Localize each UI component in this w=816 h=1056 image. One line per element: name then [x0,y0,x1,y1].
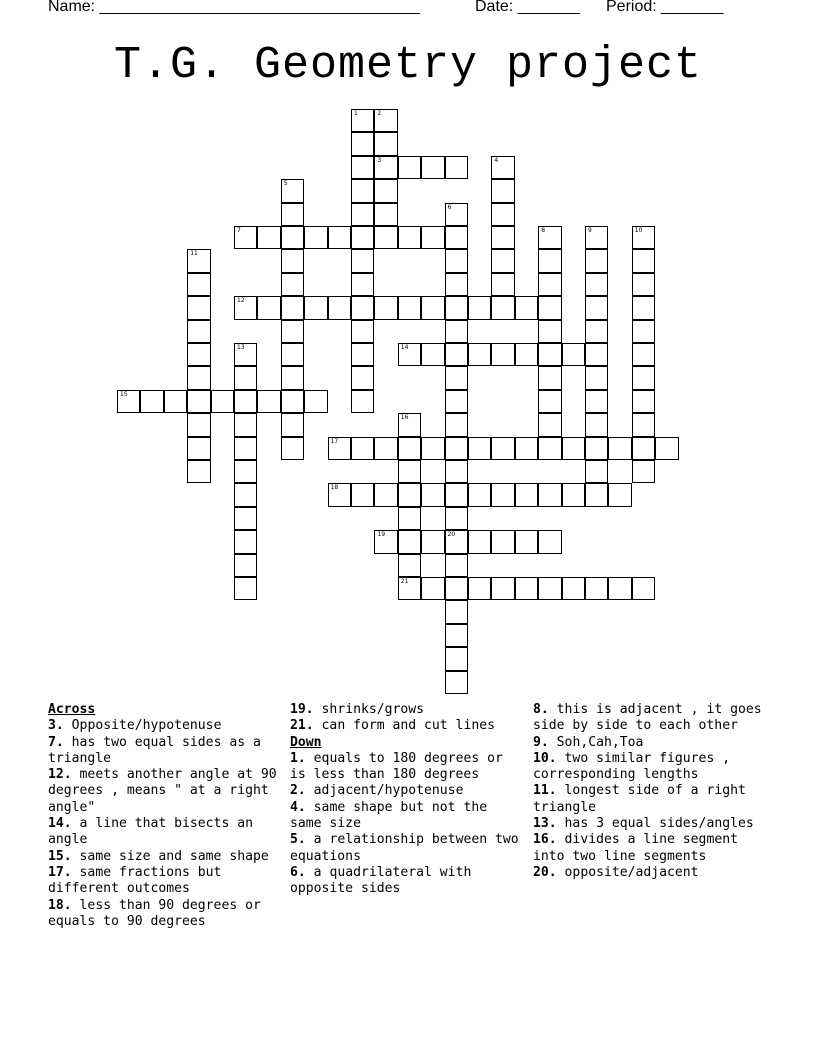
crossword-cell[interactable] [491,203,514,226]
crossword-cell[interactable] [351,273,374,296]
cell-number: 10 [634,227,643,234]
crossword-cell[interactable] [632,413,655,436]
crossword-cell[interactable] [445,343,468,366]
cell-number: 7 [237,227,241,234]
crossword-cell[interactable] [632,249,655,272]
crossword-cell[interactable] [515,296,538,319]
crossword-cell[interactable] [491,156,514,179]
crossword-cell[interactable] [421,156,444,179]
crossword-cell[interactable] [117,390,140,413]
cell-number: 21 [400,578,409,585]
crossword-cell[interactable] [585,273,608,296]
crossword-cell[interactable] [491,437,514,460]
clue-down-8: 8. this is adjacent , it goes side by side to each other [533,702,762,734]
crossword-cell[interactable] [468,483,491,506]
crossword-cell[interactable] [632,343,655,366]
clues-column-3 [533,702,773,881]
crossword-cell[interactable] [187,437,210,460]
crossword-cell[interactable] [398,554,421,577]
crossword-cell[interactable] [608,577,631,600]
clue-across-3: 3. Opposite/hypotenuse [48,718,222,734]
crossword-cell[interactable] [445,226,468,249]
crossword-cell[interactable] [328,296,351,319]
clues-column-2 [290,702,526,898]
clue-down-4: 4. same shape but not the same size [290,799,488,832]
crossword-cell[interactable] [257,390,280,413]
crossword-cell[interactable] [445,600,468,623]
crossword-cell[interactable] [538,577,561,600]
cell-number: 11 [190,250,198,258]
crossword-cell[interactable] [351,179,374,202]
crossword-cell[interactable] [187,366,210,389]
crossword-cell[interactable] [374,203,397,226]
crossword-cell[interactable] [445,554,468,577]
crossword-cell[interactable] [585,577,608,600]
crossword-cell[interactable] [374,132,397,155]
clue-down-16: 16. divides a line segment into two line segments [533,832,738,864]
crossword-cell[interactable] [281,366,304,389]
crossword-cell[interactable] [468,577,491,600]
crossword-cell[interactable] [398,507,421,530]
crossword-cell[interactable] [515,530,538,553]
clue-down-13: 13. has 3 equal sides/angles [533,816,754,832]
crossword-cell[interactable] [515,577,538,600]
crossword-cell[interactable] [445,390,468,413]
crossword-cell[interactable] [351,366,374,389]
crossword-cell[interactable] [608,483,631,506]
crossword-cell[interactable] [445,483,468,506]
crossword-cell[interactable] [538,226,561,249]
crossword-cell[interactable] [398,156,421,179]
cell-number: 14 [400,344,409,351]
crossword-cell[interactable] [445,203,468,226]
crossword-cell[interactable] [632,296,655,319]
crossword-cell[interactable] [374,109,397,132]
crossword-cell[interactable] [491,530,514,553]
crossword-cell[interactable] [374,483,397,506]
crossword-cell[interactable] [585,296,608,319]
crossword-cell[interactable] [445,249,468,272]
clue-across-12: 12. meets another angle at 90 degrees , means " at a right angle" [48,767,277,815]
crossword-cell[interactable] [374,179,397,202]
crossword-cell[interactable] [538,296,561,319]
crossword-cell[interactable] [328,226,351,249]
page-title: T.G. Geometry project [113,40,703,91]
cell-number: 17 [330,437,339,445]
crossword-cell[interactable] [187,390,210,413]
crossword-cell[interactable] [187,413,210,436]
crossword-cell[interactable] [281,343,304,366]
crossword-cell[interactable] [351,437,374,460]
crossword-cell[interactable] [445,413,468,436]
crossword-cell[interactable] [491,296,514,319]
crossword-cell[interactable] [351,296,374,319]
crossword-cell[interactable] [421,226,444,249]
clues-column-1 [48,702,284,930]
crossword-cell[interactable] [421,483,444,506]
across-heading: Across [48,702,96,717]
crossword-cell[interactable] [585,343,608,366]
down-heading: Down [290,734,322,750]
crossword-cell[interactable] [234,296,257,319]
crossword-cell[interactable] [445,296,468,319]
crossword-cell[interactable] [140,390,163,413]
date-field[interactable]: Date: _______ [475,0,580,15]
crossword-cell[interactable] [281,390,304,413]
crossword-cell[interactable] [585,226,608,249]
cell-number: 18 [330,484,339,492]
crossword-cell[interactable] [304,390,327,413]
crossword-cell[interactable] [351,249,374,272]
crossword-cell[interactable] [538,273,561,296]
crossword-cell[interactable] [281,413,304,436]
crossword-cell[interactable] [445,156,468,179]
crossword-cell[interactable] [234,343,257,366]
cell-number: 8 [541,227,546,234]
clue-across-14: 14. a line that bisects an angle [48,816,253,848]
crossword-cell[interactable] [281,320,304,343]
crossword-cell[interactable] [421,296,444,319]
crossword-cell[interactable] [234,507,257,530]
crossword-cell[interactable] [234,530,257,553]
clue-across-19: 19. shrinks/grows [290,702,425,717]
crossword-cell[interactable] [632,437,655,460]
crossword-cell[interactable] [655,437,678,460]
cell-number: 5 [283,180,288,188]
cell-number: 6 [447,203,452,211]
crossword-cell[interactable] [421,343,444,366]
crossword-cell[interactable] [445,577,468,600]
crossword-cell[interactable] [281,226,304,249]
crossword-cell[interactable] [281,203,304,226]
crossword-cell[interactable] [515,437,538,460]
crossword-cell[interactable] [538,413,561,436]
crossword-cell[interactable] [445,460,468,483]
crossword-cell[interactable] [585,437,608,460]
crossword-cell[interactable] [187,273,210,296]
crossword-cell[interactable] [257,296,280,319]
crossword-cell[interactable] [234,577,257,600]
clue-down-1: 1. equals to 180 degrees or is less than 180 degrees [290,750,503,783]
crossword-cell[interactable] [304,296,327,319]
crossword-cell[interactable] [632,460,655,483]
crossword-cell[interactable] [608,437,631,460]
crossword-cell[interactable] [351,320,374,343]
crossword-cell[interactable] [211,390,234,413]
crossword-cell[interactable] [398,437,421,460]
clue-across-18: 18. less than 90 degrees or equals to 90 degrees [48,897,261,929]
crossword-cell[interactable] [538,437,561,460]
crossword-cell[interactable] [468,343,491,366]
crossword-cell[interactable] [351,226,374,249]
crossword-cell[interactable] [632,366,655,389]
clue-down-5: 5. a relationship between two equations [290,832,519,864]
crossword-cell[interactable] [398,226,421,249]
crossword-cell[interactable] [304,226,327,249]
crossword-cell[interactable] [234,554,257,577]
crossword-cell[interactable] [398,343,421,366]
crossword-cell[interactable] [491,577,514,600]
cell-number: 20 [447,531,456,539]
crossword-cell[interactable] [351,109,374,132]
crossword-cell[interactable] [491,483,514,506]
crossword-cell[interactable] [374,530,397,553]
crossword-cell[interactable] [328,437,351,460]
crossword-cell[interactable] [234,226,257,249]
crossword-cell[interactable] [632,226,655,249]
crossword-cell[interactable] [257,226,280,249]
crossword-cell[interactable] [538,249,561,272]
crossword-cell[interactable] [234,460,257,483]
period-field[interactable]: Period: _______ [606,0,724,15]
clue-down-6: 6. a quadrilateral with opposite sides [290,864,472,897]
crossword-cell[interactable] [538,320,561,343]
cell-number: 3 [377,156,382,164]
crossword-cell[interactable] [562,577,585,600]
crossword-cell[interactable] [515,343,538,366]
crossword-cell[interactable] [585,249,608,272]
crossword-cell[interactable] [585,366,608,389]
crossword-cell[interactable] [562,437,585,460]
crossword-cell[interactable] [234,437,257,460]
crossword-cell[interactable] [187,460,210,483]
crossword-cell[interactable] [538,483,561,506]
crossword-cell[interactable] [445,320,468,343]
crossword-cell[interactable] [281,249,304,272]
crossword-cell[interactable] [351,203,374,226]
crossword-cell[interactable] [421,437,444,460]
crossword-cell[interactable] [421,530,444,553]
crossword-cell[interactable] [351,132,374,155]
cell-number: 9 [588,227,592,234]
clue-across-17: 17. same fractions but different outcomes [48,864,222,897]
crossword-cell[interactable] [445,671,468,694]
crossword-cell[interactable] [351,483,374,506]
crossword-cell[interactable] [632,577,655,600]
crossword-cell[interactable] [445,507,468,530]
crossword-cell[interactable] [585,460,608,483]
crossword-cell[interactable] [585,483,608,506]
crossword-cell[interactable] [491,179,514,202]
crossword-cell[interactable] [538,343,561,366]
crossword-cell[interactable] [351,390,374,413]
crossword-cell[interactable] [632,320,655,343]
crossword-cell[interactable] [187,249,210,272]
crossword-cell[interactable] [281,437,304,460]
crossword-cell[interactable] [374,156,397,179]
crossword-cell[interactable] [234,413,257,436]
clue-across-15: 15. same size and same shape [48,848,269,864]
crossword-cell[interactable] [398,530,421,553]
crossword-cell[interactable] [234,390,257,413]
crossword-cell[interactable] [234,366,257,389]
crossword-cell[interactable] [374,296,397,319]
crossword-cell[interactable] [398,483,421,506]
crossword-cell[interactable] [187,320,210,343]
crossword-cell[interactable] [374,437,397,460]
crossword-cell[interactable] [585,390,608,413]
crossword-cell[interactable] [632,273,655,296]
crossword-cell[interactable] [491,273,514,296]
crossword-cell[interactable] [187,296,210,319]
crossword-cell[interactable] [281,179,304,202]
cell-number: 12 [237,297,245,305]
crossword-cell[interactable] [538,530,561,553]
crossword-cell[interactable] [351,343,374,366]
crossword-cell[interactable] [468,296,491,319]
crossword-cell[interactable] [398,296,421,319]
crossword-cell[interactable] [632,390,655,413]
crossword-cell[interactable] [585,413,608,436]
crossword-cell[interactable] [234,483,257,506]
cell-number: 19 [377,531,386,539]
cell-number: 2 [377,110,382,117]
crossword-cell[interactable] [491,249,514,272]
crossword-cell[interactable] [187,343,210,366]
crossword-cell[interactable] [538,390,561,413]
crossword-cell[interactable] [491,226,514,249]
crossword-cell[interactable] [351,156,374,179]
crossword-cell[interactable] [562,343,585,366]
crossword-cell[interactable] [538,366,561,389]
crossword-cell[interactable] [468,437,491,460]
crossword-cell[interactable] [468,530,491,553]
crossword-cell[interactable] [445,624,468,647]
crossword-cell[interactable] [328,483,351,506]
name-field[interactable]: Name: ____________________________________ [48,0,420,15]
crossword-cell[interactable] [398,460,421,483]
cell-number: 15 [120,390,128,398]
clue-down-20: 20. opposite/adjacent [533,864,699,880]
crossword-cell[interactable] [585,320,608,343]
cell-number: 4 [494,156,499,164]
crossword-cell[interactable] [515,483,538,506]
crossword-cell[interactable] [445,437,468,460]
clue-down-10: 10. two similar figures , corresponding lengths [533,750,731,783]
crossword-cell[interactable] [398,413,421,436]
crossword-cell[interactable] [421,577,444,600]
crossword-cell[interactable] [491,343,514,366]
crossword-cell[interactable] [562,483,585,506]
clue-down-2: 2. adjacent/hypotenuse [290,783,464,799]
clue-across-7: 7. has two equal sides as a triangle [48,734,261,766]
crossword-cell[interactable] [445,647,468,670]
crossword-cell[interactable] [445,273,468,296]
crossword-cell[interactable] [281,273,304,296]
cell-number: 16 [400,414,409,422]
crossword-cell[interactable] [164,390,187,413]
clue-across-21: 21. can form and cut lines [290,718,495,734]
crossword-cell[interactable] [281,296,304,319]
clue-down-9: 9. Soh,Cah,Toa [533,734,644,750]
clue-down-11: 11. longest side of a right triangle [533,783,746,815]
cell-number: 1 [354,110,358,117]
cell-number: 13 [237,344,245,351]
crossword-cell[interactable] [445,530,468,553]
crossword-cell[interactable] [398,577,421,600]
crossword-cell[interactable] [445,366,468,389]
crossword-cell[interactable] [374,226,397,249]
